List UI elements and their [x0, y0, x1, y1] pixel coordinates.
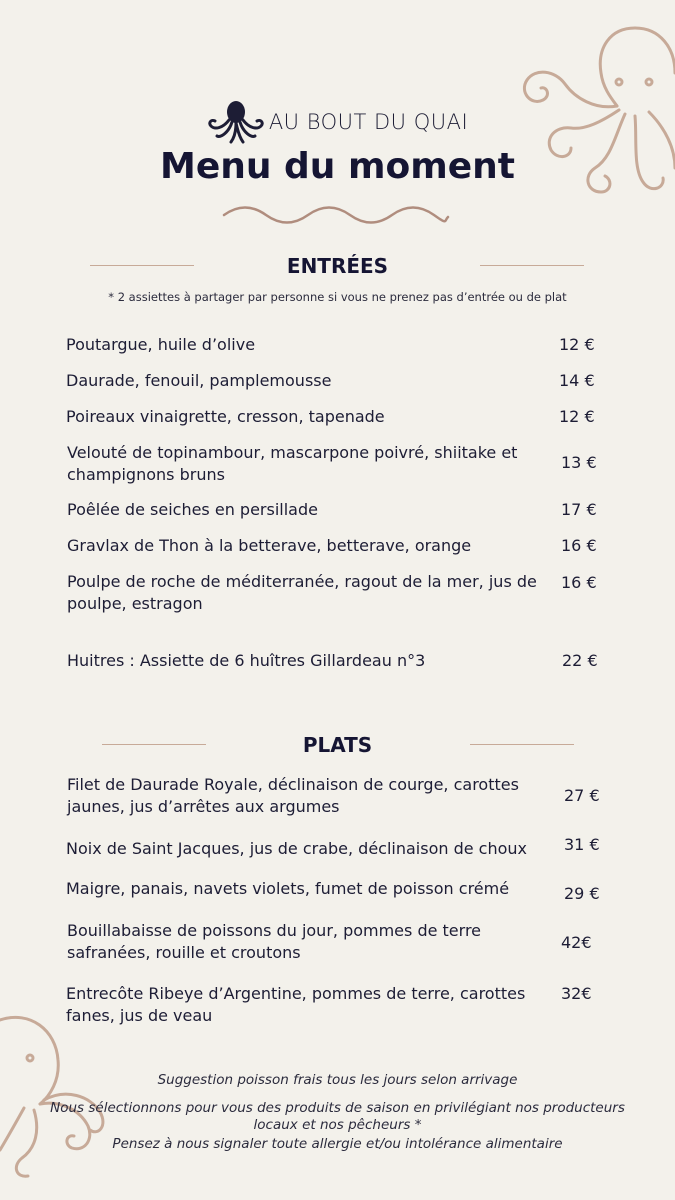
entrees-note: * 2 assiettes à partager par personne si vous ne prenez pas d’entrée ou de plat: [108, 290, 567, 304]
menu-item-price: 27 €: [564, 786, 600, 805]
menu-item-price: 12 €: [559, 335, 595, 354]
brand-header: [0, 100, 675, 144]
menu-item-name: Poulpe de roche de méditerranée, ragout de la mer, jus de poulpe, estragon: [67, 572, 537, 613]
menu-item-price: 16 €: [561, 573, 597, 592]
menu-item-name: Huitres : Assiette de 6 huîtres Gillardeau n°3: [67, 651, 426, 670]
section-heading-entrees: ENTRÉES: [286, 254, 389, 278]
menu-item-name: Bouillabaisse de poissons du jour, pommes de terre safranées, rouille et croutons: [67, 921, 482, 962]
octopus-illustration-bottom: [0, 1000, 110, 1180]
menu-item-price: 32€: [561, 984, 592, 1003]
footer-suggestion: Suggestion poisson frais tous les jours selon arrivage: [157, 1072, 518, 1088]
menu-item-price: 13 €: [561, 453, 597, 472]
menu-item-name: Poireaux vinaigrette, cresson, tapenade: [66, 407, 385, 426]
section-rule-right: [470, 744, 574, 745]
menu-item-name: Gravlax de Thon à la betterave, betterave, orange: [67, 536, 472, 555]
wave-divider: [222, 204, 450, 226]
menu-item-name: Poêlée de seiches en persillade: [67, 500, 318, 519]
menu-item-price: 12 €: [559, 407, 595, 426]
menu-item-price: 42€: [561, 933, 592, 952]
menu-item-price: 22 €: [562, 651, 598, 670]
section-heading-plats: PLATS: [302, 733, 373, 757]
menu-item-name: Noix de Saint Jacques, jus de crabe, déclinaison de choux: [66, 839, 528, 858]
brand-name: AU BOUT DU QUAI: [268, 110, 469, 134]
footer-products: Nous sélectionnons pour vous des produits de saison en privilégiant nos producteurs locaux et nos pêcheurs *: [50, 1100, 625, 1133]
octopus-icon: [207, 100, 265, 144]
menu-item-name: Entrecôte Ribeye d’Argentine, pommes de terre, carottes fanes, jus de veau: [66, 984, 526, 1025]
menu-item-price: 16 €: [561, 536, 597, 555]
page-title: Menu du moment: [160, 146, 515, 187]
section-rule-right: [480, 265, 584, 266]
footer-allergy: Pensez à nous signaler toute allergie et/ou intolérance alimentaire: [112, 1136, 563, 1152]
menu-item-name: Maigre, panais, navets violets, fumet de poisson crémé: [66, 879, 510, 898]
menu-item-price: 17 €: [561, 500, 597, 519]
menu-item-name: Poutargue, huile d’olive: [66, 335, 256, 354]
menu-item-price: 29 €: [564, 884, 600, 903]
menu-item-name: Filet de Daurade Royale, déclinaison de courge, carottes jaunes, jus d’arrêtes aux argumes: [67, 775, 519, 816]
menu-item-price: 31 €: [564, 835, 600, 854]
menu-item-name: Velouté de topinambour, mascarpone poivré, shiitake et champignons bruns: [67, 443, 518, 484]
menu-item-price: 14 €: [559, 371, 595, 390]
menu-item-name: Daurade, fenouil, pamplemousse: [66, 371, 332, 390]
